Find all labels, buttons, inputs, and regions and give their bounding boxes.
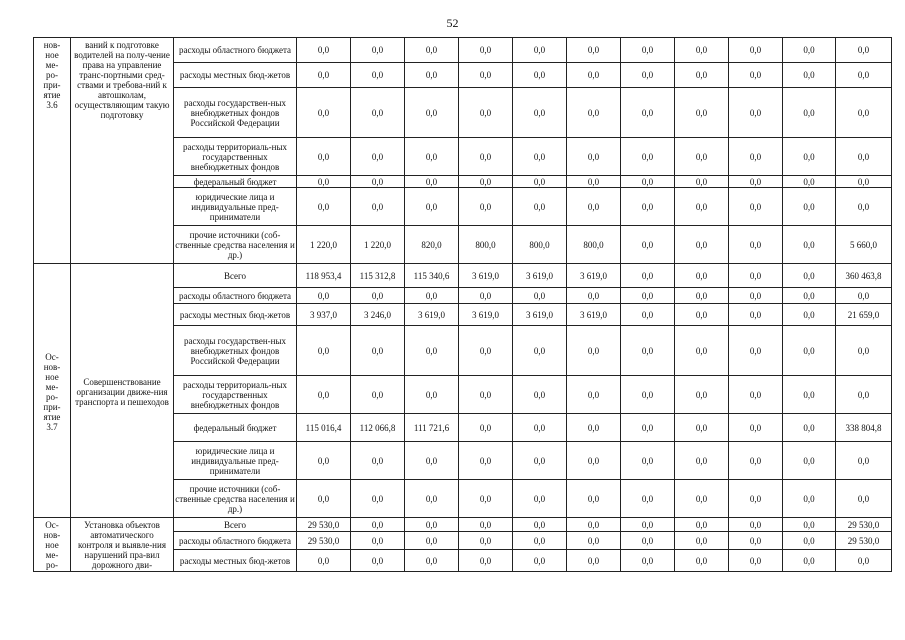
value-cell: 0,0 [783,138,836,176]
value-cell: 0,0 [675,176,729,188]
value-cell: 0,0 [783,414,836,442]
value-cell: 0,0 [405,480,459,518]
value-cell: 0,0 [621,88,675,138]
value-cell: 0,0 [405,63,459,88]
value-cell: 0,0 [836,188,892,226]
value-cell: 0,0 [297,188,351,226]
value-cell: 0,0 [513,288,567,304]
value-cell: 0,0 [621,518,675,532]
value-cell: 0,0 [351,442,405,480]
value-cell: 0,0 [459,63,513,88]
value-cell: 0,0 [351,518,405,532]
value-cell: 0,0 [351,138,405,176]
value-cell: 0,0 [675,442,729,480]
value-cell: 0,0 [836,550,892,572]
value-cell: 0,0 [567,442,621,480]
value-cell: 0,0 [567,176,621,188]
value-cell: 0,0 [675,532,729,550]
value-cell: 0,0 [513,518,567,532]
value-cell: 3 619,0 [459,264,513,288]
table-row [34,518,892,532]
value-cell: 0,0 [675,518,729,532]
value-cell: 0,0 [675,414,729,442]
value-cell: 0,0 [459,480,513,518]
value-cell: 0,0 [783,442,836,480]
value-cell: 0,0 [621,63,675,88]
funding-source-cell: расходы местных бюд-жетов [174,550,297,572]
value-cell: 0,0 [567,532,621,550]
value-cell: 0,0 [675,480,729,518]
value-cell: 0,0 [351,288,405,304]
value-cell: 0,0 [297,138,351,176]
value-cell: 112 066,8 [351,414,405,442]
funding-source-cell: юридические лица и индивидуальные пред-приниматели [174,442,297,480]
value-cell: 0,0 [351,176,405,188]
value-cell: 0,0 [405,88,459,138]
value-cell: 0,0 [783,550,836,572]
value-cell: 0,0 [729,88,783,138]
value-cell: 0,0 [567,414,621,442]
value-cell: 0,0 [621,532,675,550]
value-cell: 0,0 [783,88,836,138]
value-cell: 1 220,0 [351,226,405,264]
funding-source-cell: расходы областного бюджета [174,38,297,63]
value-cell: 0,0 [459,326,513,376]
value-cell: 0,0 [567,38,621,63]
value-cell: 0,0 [513,138,567,176]
value-cell: 0,0 [729,226,783,264]
value-cell: 0,0 [729,532,783,550]
value-cell: 0,0 [783,376,836,414]
activity-name-cell: Совершенствование организации движе-ния транспорта и пешеходов [71,264,174,518]
value-cell: 0,0 [513,442,567,480]
funding-source-cell: федеральный бюджет [174,176,297,188]
value-cell: 0,0 [836,138,892,176]
value-cell: 0,0 [459,176,513,188]
value-cell: 0,0 [297,326,351,376]
value-cell: 0,0 [297,550,351,572]
value-cell: 115 340,6 [405,264,459,288]
value-cell: 0,0 [513,63,567,88]
value-cell: 0,0 [567,518,621,532]
value-cell: 0,0 [675,88,729,138]
value-cell: 360 463,8 [836,264,892,288]
value-cell: 0,0 [351,326,405,376]
value-cell: 0,0 [459,414,513,442]
value-cell: 0,0 [836,376,892,414]
value-cell: 0,0 [783,188,836,226]
value-cell: 0,0 [567,88,621,138]
value-cell: 0,0 [405,188,459,226]
value-cell: 0,0 [783,304,836,326]
value-cell: 0,0 [513,550,567,572]
value-cell: 0,0 [729,38,783,63]
value-cell: 0,0 [513,480,567,518]
value-cell: 0,0 [459,518,513,532]
value-cell: 0,0 [621,38,675,63]
funding-source-cell: расходы областного бюджета [174,532,297,550]
value-cell: 0,0 [836,38,892,63]
value-cell: 0,0 [621,442,675,480]
value-cell: 0,0 [513,38,567,63]
value-cell: 0,0 [621,176,675,188]
value-cell: 29 530,0 [297,532,351,550]
value-cell: 0,0 [513,326,567,376]
value-cell: 0,0 [405,550,459,572]
funding-source-cell: прочие источники (соб-ственные средства населения и др.) [174,480,297,518]
funding-source-cell: расходы государствен-ных внебюджетных фондов Российской Федерации [174,326,297,376]
value-cell: 338 804,8 [836,414,892,442]
value-cell: 0,0 [621,326,675,376]
activity-cell: нов- ное ме- ро- при- ятие 3.6 [34,38,71,264]
value-cell: 0,0 [729,414,783,442]
value-cell: 0,0 [459,288,513,304]
value-cell: 0,0 [567,326,621,376]
value-cell: 0,0 [729,326,783,376]
value-cell: 0,0 [351,38,405,63]
value-cell: 0,0 [405,532,459,550]
funding-source-cell: расходы местных бюд-жетов [174,63,297,88]
value-cell: 0,0 [405,38,459,63]
value-cell: 0,0 [459,550,513,572]
value-cell: 0,0 [729,138,783,176]
value-cell: 0,0 [675,188,729,226]
value-cell: 0,0 [351,188,405,226]
value-cell: 0,0 [729,480,783,518]
value-cell: 0,0 [405,518,459,532]
value-cell: 0,0 [297,376,351,414]
value-cell: 0,0 [729,550,783,572]
value-cell: 0,0 [459,442,513,480]
value-cell: 0,0 [729,518,783,532]
value-cell: 0,0 [351,88,405,138]
activity-name-cell: Установка объектов автоматического контроля и выявле-ния нарушений пра-вил дорожного дви- [71,518,174,572]
funding-source-cell: федеральный бюджет [174,414,297,442]
value-cell: 0,0 [675,38,729,63]
value-cell: 0,0 [729,188,783,226]
value-cell: 0,0 [567,550,621,572]
budget-table [33,37,892,572]
value-cell: 0,0 [513,188,567,226]
value-cell: 3 619,0 [459,304,513,326]
value-cell: 0,0 [513,176,567,188]
value-cell: 0,0 [783,480,836,518]
value-cell: 0,0 [567,188,621,226]
value-cell: 0,0 [459,532,513,550]
value-cell: 0,0 [836,442,892,480]
page-number: 52 [446,16,459,30]
value-cell: 0,0 [351,480,405,518]
funding-source-cell: Всего [174,518,297,532]
value-cell: 0,0 [621,480,675,518]
value-cell: 0,0 [836,88,892,138]
value-cell: 0,0 [729,176,783,188]
value-cell: 0,0 [405,326,459,376]
value-cell: 0,0 [513,88,567,138]
value-cell: 0,0 [567,63,621,88]
value-cell: 115 312,8 [351,264,405,288]
value-cell: 0,0 [405,442,459,480]
value-cell: 29 530,0 [836,532,892,550]
value-cell: 0,0 [351,532,405,550]
funding-source-cell: расходы государствен-ных внебюджетных фондов Российской Федерации [174,88,297,138]
activity-cell: Ос- нов- ное ме- ро- при- ятие 3.7 [34,264,71,518]
table-row [34,264,892,288]
value-cell: 0,0 [729,376,783,414]
value-cell: 29 530,0 [297,518,351,532]
value-cell: 0,0 [459,38,513,63]
value-cell: 0,0 [297,63,351,88]
value-cell: 0,0 [405,288,459,304]
value-cell: 0,0 [567,376,621,414]
value-cell: 0,0 [621,138,675,176]
value-cell: 0,0 [783,264,836,288]
funding-source-cell: юридические лица и индивидуальные пред-приниматели [174,188,297,226]
activity-cell: Ос- нов- ное ме- ро- [34,518,71,572]
value-cell: 0,0 [297,288,351,304]
value-cell: 0,0 [783,532,836,550]
value-cell: 0,0 [567,288,621,304]
value-cell: 800,0 [459,226,513,264]
value-cell: 3 937,0 [297,304,351,326]
value-cell: 0,0 [405,138,459,176]
value-cell: 0,0 [729,442,783,480]
value-cell: 0,0 [513,414,567,442]
value-cell: 0,0 [675,326,729,376]
value-cell: 0,0 [783,226,836,264]
value-cell: 0,0 [783,176,836,188]
value-cell: 0,0 [836,288,892,304]
value-cell: 0,0 [297,38,351,63]
funding-source-cell: прочие источники (соб-ственные средства населения и др.) [174,226,297,264]
value-cell: 800,0 [567,226,621,264]
value-cell: 0,0 [621,304,675,326]
value-cell: 0,0 [621,188,675,226]
value-cell: 0,0 [351,376,405,414]
value-cell: 0,0 [351,63,405,88]
value-cell: 0,0 [513,376,567,414]
value-cell: 0,0 [513,532,567,550]
value-cell: 0,0 [621,550,675,572]
value-cell: 0,0 [675,550,729,572]
funding-source-cell: расходы местных бюд-жетов [174,304,297,326]
value-cell: 0,0 [459,376,513,414]
value-cell: 0,0 [621,226,675,264]
value-cell: 0,0 [675,264,729,288]
funding-source-cell: расходы областного бюджета [174,288,297,304]
value-cell: 21 659,0 [836,304,892,326]
value-cell: 115 016,4 [297,414,351,442]
value-cell: 0,0 [783,518,836,532]
value-cell: 800,0 [513,226,567,264]
value-cell: 1 220,0 [297,226,351,264]
value-cell: 0,0 [836,176,892,188]
value-cell: 0,0 [621,376,675,414]
value-cell: 0,0 [459,138,513,176]
value-cell: 0,0 [351,550,405,572]
value-cell: 820,0 [405,226,459,264]
value-cell: 0,0 [621,414,675,442]
value-cell: 3 619,0 [567,304,621,326]
value-cell: 118 953,4 [297,264,351,288]
value-cell: 0,0 [405,376,459,414]
funding-source-cell: Всего [174,264,297,288]
value-cell: 0,0 [783,326,836,376]
value-cell: 111 721,6 [405,414,459,442]
value-cell: 5 660,0 [836,226,892,264]
value-cell: 0,0 [783,38,836,63]
value-cell: 0,0 [567,480,621,518]
value-cell: 0,0 [729,63,783,88]
value-cell: 0,0 [297,176,351,188]
value-cell: 0,0 [675,226,729,264]
value-cell: 0,0 [675,288,729,304]
value-cell: 0,0 [783,288,836,304]
value-cell: 3 246,0 [351,304,405,326]
value-cell: 0,0 [675,376,729,414]
value-cell: 29 530,0 [836,518,892,532]
value-cell: 3 619,0 [513,264,567,288]
value-cell: 0,0 [675,304,729,326]
value-cell: 0,0 [621,264,675,288]
funding-source-cell: расходы территориаль-ных государственных внебюджетных фондов [174,376,297,414]
value-cell: 3 619,0 [567,264,621,288]
value-cell: 0,0 [729,304,783,326]
value-cell: 0,0 [836,480,892,518]
value-cell: 0,0 [297,88,351,138]
activity-name-cell: ваний к подготовке водителей на полу-чение права на управление транс-портными сред-ствами и требова-ний к автошколам, осуществляющим такую подготовку [71,38,174,264]
value-cell: 0,0 [459,88,513,138]
table-body [34,38,892,572]
value-cell: 0,0 [783,63,836,88]
value-cell: 0,0 [621,288,675,304]
value-cell: 0,0 [405,176,459,188]
value-cell: 0,0 [729,264,783,288]
value-cell: 0,0 [567,138,621,176]
value-cell: 0,0 [297,480,351,518]
value-cell: 0,0 [729,288,783,304]
value-cell: 0,0 [836,326,892,376]
funding-source-cell: расходы территориаль-ных государственных внебюджетных фондов [174,138,297,176]
table-row [34,38,892,63]
value-cell: 0,0 [459,188,513,226]
value-cell: 3 619,0 [513,304,567,326]
value-cell: 0,0 [836,63,892,88]
value-cell: 0,0 [675,63,729,88]
value-cell: 0,0 [675,138,729,176]
value-cell: 0,0 [297,442,351,480]
value-cell: 3 619,0 [405,304,459,326]
